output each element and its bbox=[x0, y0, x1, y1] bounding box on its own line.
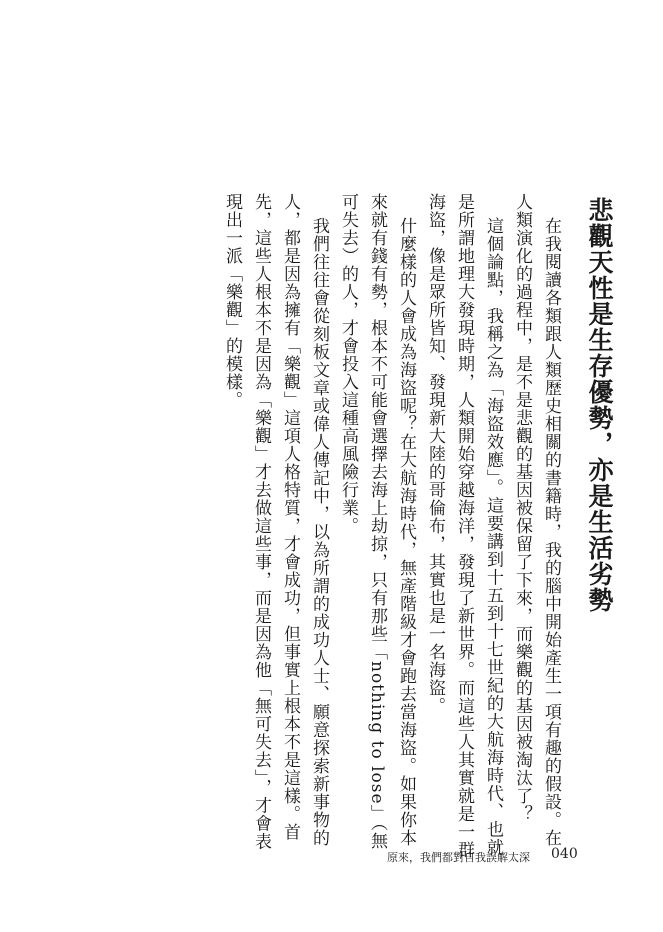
paragraph-4: 我們往往會從刻板文章或偉人傳記中，以為所謂的成功人士、願意探索新事物的人，都是因為擁有「樂觀」這項人格特質，才會成功，但事實上根本不是這樣。首先，這些人根本不是因為「樂觀」才去做這些事，而是因為他「無可失去」，才會表現出一派「樂觀」的模樣。 bbox=[222, 193, 329, 851]
paragraph-1: 在我閱讀各類跟人類歷史相關的書籍時，我的腦中開始產生一項有趣的假設。在人類演化的過程中，是不是悲觀的基因被保留了下來，而樂觀的基因被淘汰了？ bbox=[512, 193, 561, 847]
page-number: 040 bbox=[551, 846, 578, 862]
paragraph-3: 什麼樣的人會成為海盜呢？在大航海時代，無產階級才會跑去當海盜。如果你本來就有錢有勢，根本不可能會選擇去海上劫掠，只有那些「nothing to lose」（無可失去）的人，才會投入這種高風險行業。 bbox=[338, 193, 416, 851]
running-footer-title: 原來，我們都對自我誤解太深 bbox=[387, 851, 530, 864]
paragraph-2: 這個論點，我稱之為「海盜效應」。這要講到十五到十七世紀的大航海時代、也就是所謂地理大發現時期，人類開始穿越海洋，發現了新世界。而這些人其實就是一群海盜，像是眾所皆知、發現新大陸的哥倫布，其實也是一名海盜。 bbox=[425, 193, 503, 859]
vertical-text-block bbox=[95, 193, 623, 863]
section-heading: 悲觀天性是生存優勢，亦是生活劣勢 bbox=[585, 197, 614, 613]
